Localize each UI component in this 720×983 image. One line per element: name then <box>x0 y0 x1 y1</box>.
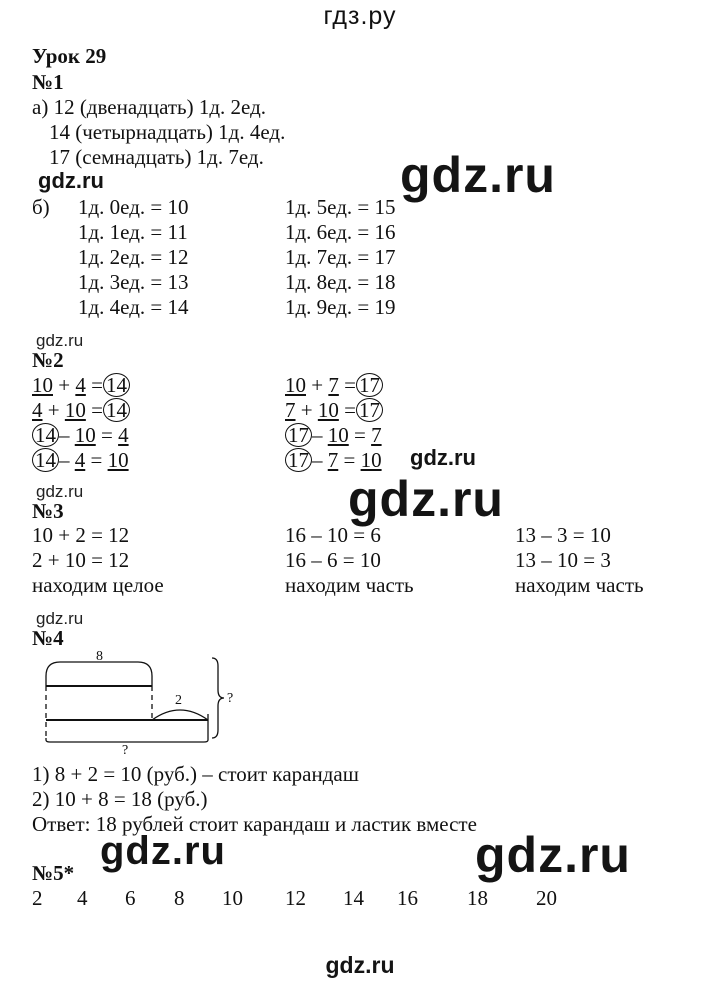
operator: + <box>311 373 324 397</box>
circled-number: 17 <box>285 448 312 472</box>
ex5-number-item: 2 <box>32 886 43 910</box>
segment-diagram <box>38 650 268 754</box>
ex3-col2-line-3: находим часть <box>285 573 414 597</box>
ex5-number-item: 10 <box>222 886 243 910</box>
ex3-col3-line-1: 13 – 3 = 10 <box>515 523 611 547</box>
ex3-col3-line-3: находим часть <box>515 573 644 597</box>
watermark: gdz.ru <box>348 471 504 527</box>
right-brace <box>212 658 224 738</box>
ex5-number-item: 12 <box>285 886 306 910</box>
ex4-line-1: 1) 8 + 2 = 10 (руб.) – стоит карандаш <box>32 762 359 786</box>
operand: 10 <box>64 398 86 422</box>
ex1-number: №1 <box>32 70 64 94</box>
circled-number: 14 <box>103 373 130 397</box>
circled-number: 17 <box>356 398 383 422</box>
operator: + <box>58 373 71 397</box>
operand: 4 <box>75 373 86 397</box>
ex1-b-left-3: 1д. 2ед. = 12 <box>78 245 189 269</box>
watermark: gdz.ru <box>475 827 631 883</box>
ex3-col2-line-1: 16 – 10 = 6 <box>285 523 381 547</box>
circled-number: 14 <box>32 423 59 447</box>
ex2-left-row-2: 4 + 10 = 14 <box>32 398 130 422</box>
ex5-number: №5* <box>32 861 75 885</box>
ex5-number-item: 6 <box>125 886 136 910</box>
ex5-number-item: 4 <box>77 886 88 910</box>
lesson-title: Урок 29 <box>32 44 107 68</box>
ex1-b-left-1: 1д. 0ед. = 10 <box>78 195 189 219</box>
bottom-bracket <box>46 738 208 742</box>
operand: 7 <box>327 448 339 472</box>
footer-site-watermark: gdz.ru <box>325 952 395 978</box>
small-arc <box>152 710 208 720</box>
label-top: 8 <box>96 650 103 664</box>
ex2-left-row-1: 10 + 4 = 14 <box>32 373 130 397</box>
ex2-left-row-4: 14 – 4 = 10 <box>32 448 129 472</box>
operand: 7 <box>328 373 339 397</box>
operand: 10 <box>285 373 306 397</box>
watermark: gdz.ru <box>38 168 104 193</box>
operand: 10 <box>327 423 349 447</box>
watermark: gdz.ru <box>36 482 84 501</box>
ex4-answer: Ответ: 18 рублей стоит карандаш и ластик вместе <box>32 812 477 836</box>
ex5-number-item: 18 <box>467 886 488 910</box>
ex2-right-row-3: 17 – 10 = 7 <box>285 423 382 447</box>
operand: 4 <box>32 398 43 422</box>
ex1-b-right-3: 1д. 7ед. = 17 <box>285 245 396 269</box>
operator: + <box>47 398 60 422</box>
operator: – <box>59 448 70 472</box>
operator: – <box>59 423 70 447</box>
ex2-right-row-2: 7 + 10 = 17 <box>285 398 383 422</box>
label-bottom: ? <box>122 743 129 754</box>
operand: 4 <box>118 423 129 447</box>
ex5-number-item: 8 <box>174 886 185 910</box>
top-bracket <box>46 662 152 686</box>
ex1-a-line-3: 17 (семнадцать) 1д. 7ед. <box>49 145 264 169</box>
ex1-b-right-2: 1д. 6ед. = 16 <box>285 220 396 244</box>
operand: 10 <box>317 398 339 422</box>
ex1-b-label: б) <box>32 195 50 219</box>
ex1-a-line-2: 14 (четырнадцать) 1д. 4ед. <box>49 120 286 144</box>
ex5-number-item: 14 <box>343 886 364 910</box>
label-brace: ? <box>227 691 234 706</box>
ex3-col1-line-3: находим целое <box>32 573 164 597</box>
operator: – <box>312 423 323 447</box>
ex3-col3-line-2: 13 – 10 = 3 <box>515 548 611 572</box>
ex1-b-right-4: 1д. 8ед. = 18 <box>285 270 396 294</box>
ex1-b-right-5: 1д. 9ед. = 19 <box>285 295 396 319</box>
ex3-col2-line-2: 16 – 6 = 10 <box>285 548 381 572</box>
circled-number: 14 <box>103 398 130 422</box>
circled-number: 17 <box>285 423 312 447</box>
ex1-b-left-5: 1д. 4ед. = 14 <box>78 295 189 319</box>
ex1-a-line-1: а) 12 (двенадцать) 1д. 2ед. <box>32 95 267 119</box>
operand: 10 <box>107 448 129 472</box>
operator: – <box>312 448 323 472</box>
site-header: гдз.ру <box>323 2 397 30</box>
operand: 10 <box>32 373 53 397</box>
circled-number: 14 <box>32 448 59 472</box>
watermark: gdz.ru <box>100 829 226 873</box>
ex4-line-2: 2) 10 + 8 = 18 (руб.) <box>32 787 208 811</box>
ex3-number: №3 <box>32 499 64 523</box>
ex5-number-item: 20 <box>536 886 557 910</box>
ex4-number: №4 <box>32 626 64 650</box>
ex5-number-item: 16 <box>397 886 418 910</box>
ex1-b-left-2: 1д. 1ед. = 11 <box>78 220 188 244</box>
ex1-b-right-1: 1д. 5ед. = 15 <box>285 195 396 219</box>
label-small: 2 <box>175 693 182 708</box>
operand: 10 <box>74 423 96 447</box>
ex2-right-row-1: 10 + 7 = 17 <box>285 373 383 397</box>
operator: + <box>300 398 313 422</box>
operand: 10 <box>360 448 382 472</box>
operand: 4 <box>74 448 86 472</box>
watermark: gdz.ru <box>410 445 476 470</box>
ex1-b-left-4: 1д. 3ед. = 13 <box>78 270 189 294</box>
operand: 7 <box>285 398 296 422</box>
circled-number: 17 <box>356 373 383 397</box>
ex2-left-row-3: 14 – 10 = 4 <box>32 423 129 447</box>
ex3-col1-line-2: 2 + 10 = 12 <box>32 548 130 572</box>
ex3-col1-line-1: 10 + 2 = 12 <box>32 523 130 547</box>
ex2-number: №2 <box>32 348 64 372</box>
watermark: gdz.ru <box>36 331 84 350</box>
watermark: gdz.ru <box>400 147 556 203</box>
ex2-right-row-4: 17 – 7 = 10 <box>285 448 382 472</box>
operand: 7 <box>371 423 382 447</box>
watermark: gdz.ru <box>36 609 84 628</box>
